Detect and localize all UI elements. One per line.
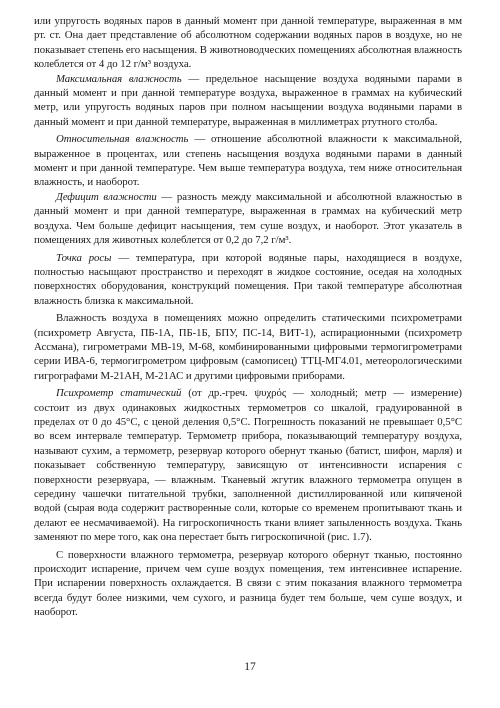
paragraph-text: — температура, при которой водяные пары, находящиеся в воздухе, полностью насыщают пространство и переходят в жидкое состояние, оседая на холодных поверхностях оборудования, конструкций помещения. При такой температуре абсолютная влажность близка к максимальной. <box>34 251 462 307</box>
page-number: 17 <box>244 661 256 673</box>
paragraph-text: — разность между максимальной и абсолютной влажностью в данный момент и при данной температуре, выраженная в граммах на кубический метр воздуха. Чем больше дефицит насыщения, тем суше воздух, и наоборот. Этот указатель в помещениях для животных колеблется от 0,2 до 7,2 г/м³. <box>34 190 462 247</box>
term-static-psychrometer: Психрометр статический <box>56 387 182 400</box>
term-humidity-deficit: Дефицит влажности <box>56 190 157 203</box>
term-relative-humidity: Относительная влажность <box>56 133 189 146</box>
paragraph-text: Влажность воздуха в помещениях можно определить статическими психрометрами (психрометр Августа, ПБ-1А, ПБ-1Б, БПУ, ПС-14, ВИТ-1), аспирационными (психрометр Ассмана), гигрометрами МВ-19, М-68, комбинированными цифровыми термогигрометрами серии ИВА-6, термогигрометром цифровым (самописец) ТТЦ-МГ4.01, метеорологическими гигрографами М-21АН, М-21АС и другими цифровыми приборами. <box>34 312 462 382</box>
paragraph-text: (от др.-греч. ψυχρός — холодный; метр — измерение) состоит из двух одинаковых жидкостных термометров со шкалой, градуированной в пределах от 0 до 45°С, с ценой деления 0,5°С. Погрешность показаний не превышает 0,5°С во всем интервале температур. Термометр прибора, показывающий температуру воздуха, называют сухим, а термометр, резервуар которого обернут тканью (батист, шифон, марля) и показывает собственную температуру, зависящую от интенсивности испарения с поверхности резервуара, — влажным. Тканевый жгутик влажного термометра опущен в середину чашечки питательной трубки, заполненной дистиллированной или кипяченой водой (сырая вода содержит растворенные соли, которые со временем пропитывают ткань и делают ее несмачиваемой). На гигроскопичность ткани влияет запыленность воздуха. Ткань заменяют по мере того, как она перестает быть гигроскопичной (рис. 1.7). <box>34 387 462 544</box>
paragraph-wet-thermometer <box>34 548 462 620</box>
term-dew-point: Точка росы <box>56 251 112 264</box>
paragraph-absolute-humidity-end <box>34 14 462 72</box>
paragraph-static-psychrometer <box>34 386 462 544</box>
paragraph-text: или упругость водяных паров в данный момент при данной температуре, выраженная в мм рт. ст. Она дает представление об абсолютном содержании водяных паров в воздухе, но не показывает степень его насыщения. В животноводческих помещениях абсолютная влажность колеблется от 4 до 12 г/м³ воздуха. <box>34 15 463 71</box>
paragraph-humidity-deficit <box>34 190 462 248</box>
paragraph-text: — отношение абсолютной влажности к максимальной, выраженное в процентах, или степень насыщения воздуха водяными парами в данный момент и при данной температуре. Чем выше температура воздуха, тем ниже относительная влажность, и наоборот. <box>34 133 463 189</box>
paragraph-relative-humidity <box>34 132 462 190</box>
paragraph-dew-point <box>34 251 462 309</box>
term-max-humidity: Максимальная влажность <box>56 72 182 85</box>
body-text <box>34 14 462 620</box>
paragraph-text: С поверхности влажного термометра, резервуар которого обернут тканью, постоянно происходит испарение, причем чем суше воздух помещения, тем интенсивнее испарение. При испарении поверхность охлаждается. В связи с этим показания влажного термометра всегда будут более низкими, чем сухого, и разница будет тем больше, чем суше воздух, и наоборот. <box>34 548 462 619</box>
paragraph-instruments <box>34 311 462 383</box>
paragraph-text: — предельное насыщение воздуха водяными парами в данный момент и при данной температуре воздуха, выраженное в граммах на кубический метр, или упругость водяных паров при полном насыщении воздуха водяными парами в данный момент и при данной температуре, выраженная в миллиметрах ртутного столба. <box>34 72 463 128</box>
paragraph-max-humidity <box>34 72 462 130</box>
